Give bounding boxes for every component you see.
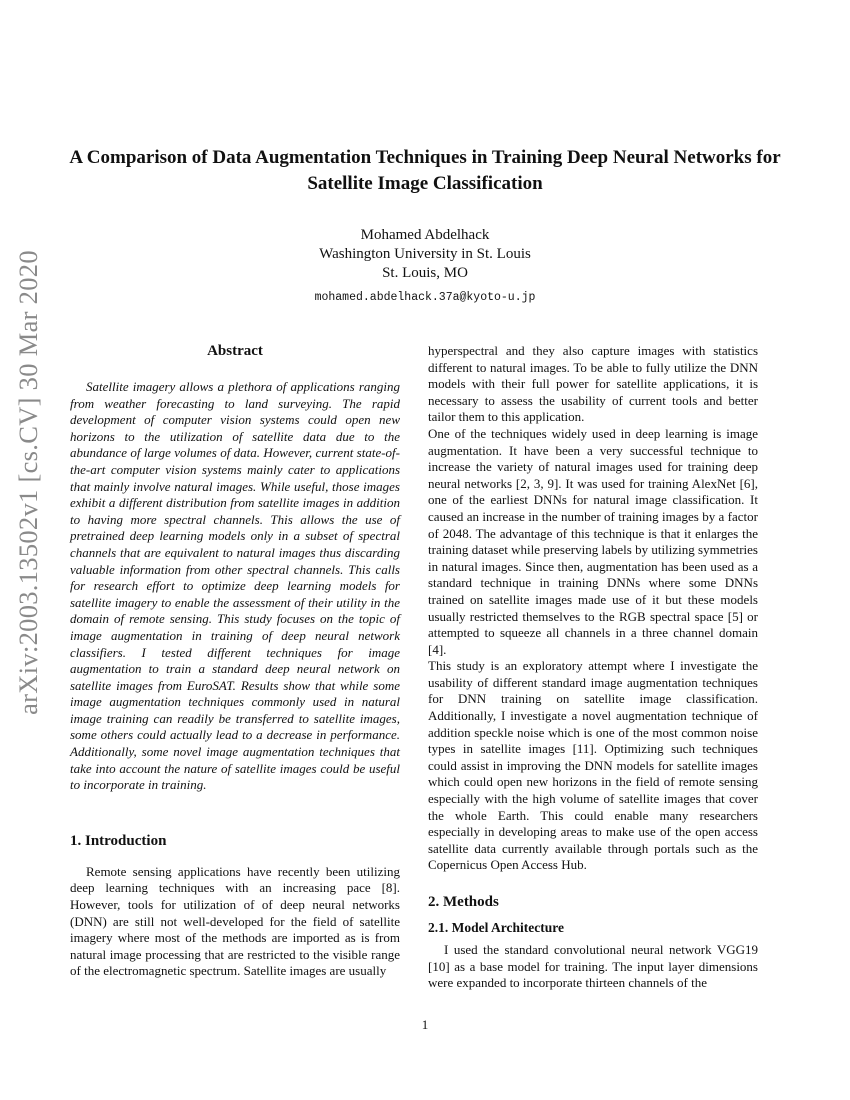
model-architecture-heading: 2.1. Model Architecture xyxy=(428,920,564,935)
introduction-heading: 1. Introduction xyxy=(70,832,167,849)
introduction-paragraph-1-continued: hyperspectral and they also capture images with statistics different to natural images. To be able to fully utilize the DNN models with their full power for satellite applications, it is necessary to assess the usability of current tools and better tailor them to this application. xyxy=(428,343,758,425)
paper-title: A Comparison of Data Augmentation Techniques in Training Deep Neural Networks for Satellite Image Classification xyxy=(69,147,781,194)
methods-heading: 2. Methods xyxy=(428,894,499,910)
arxiv-identifier-text: arXiv:2003.13502v1 [cs.CV] 30 Mar 2020 xyxy=(12,249,43,715)
author-affiliation: Washington University in St. Louis xyxy=(319,246,531,262)
introduction-paragraph-1: Remote sensing applications have recently been utilizing deep learning techniques with an increasing pace [8]. However, tools for utilization of of deep neural networks (DNN) are still not well-developed for the field of satellite imagery where most of the methods are imported as is from natural image processing that are restricted to the visible range of the electromagnetic spectrum. Satellite images are usually xyxy=(70,863,400,979)
author-name: Mohamed Abdelhack xyxy=(360,227,490,243)
author-location: St. Louis, MO xyxy=(382,265,468,281)
page-number: 1 xyxy=(421,1017,429,1032)
model-architecture-paragraph: I used the standard convolutional neural network VGG19 [10] as a base model for training. The input layer dimensions were expanded to incorporate thirteen channels of the xyxy=(428,942,758,991)
abstract-heading: Abstract xyxy=(207,343,263,359)
author-block xyxy=(100,226,750,307)
author-email: mohamed.abdelhack.37a@kyoto-u.jp xyxy=(314,291,536,304)
left-column xyxy=(70,342,400,980)
abstract-text: Satellite imagery allows a plethora of applications ranging from weather forecasting to land surveying. The rapid development of computer vision systems could open new horizons to the utilization of satellite data due to the abundance of large volumes of data. However, current state-of-the-art computer vision systems mainly cater to applications that mainly involve natural images. While useful, those images exhibit a different distribution from satellite images in addition to having more spectral channels. This allows the use of pretrained deep learning models only in a subset of spectral channels that are equivalent to natural images thus discarding valuable information from other spectral channels. This calls for research effort to optimize deep learning models for satellite imagery to enable the assessment of their utility in the domain of remote sensing. This study focuses on the topic of image augmentation in training of deep neural network classifiers. I tested different techniques for image augmentation to train a standard deep neural network on satellite images from EuroSAT. Results show that while some image augmentation techniques commonly used in natural image training can readily be transferred to satellite images, some others could actually lead to a decrease in performance. Additionally, some novel image augmentation techniques that take into account the nature of satellite images could be useful to incorporate in training. xyxy=(70,379,400,793)
introduction-paragraph-2: One of the techniques widely used in deep learning is image augmentation. It have been a very successful technique to increase the variety of natural images used for training deep neural networks [2, 3, 9]. It was used for training AlexNet [6], one of the earliest DNNs for natural image classification. It caused an increase in the number of training images by a factor of 2048. The advantage of this technique is that it enlarges the training dataset while preserving labels by utilizing symmetries in natural images. Since then, augmentation has been used as a standard technique in training DNNs where some DNNs trained on satellite images made use of it but these models usually restricted themselves to the RGB spectral space [5] or attempted to squeeze all channels in a three channel domain [4]. xyxy=(428,425,758,657)
introduction-paragraph-3: This study is an exploratory attempt where I investigate the usability of different standard image augmentation techniques for DNN training on satellite image classification. Additionally, I investigate a novel augmentation technique of addition speckle noise which is one of the most common noise types in satellite images [11]. Optimizing such techniques could assist in improving the DNN models for satellite images which could open new horizons in the field of remote sensing especially with the high volume of satellite images that cover the whole Earth. This could enable many researchers especially in developing areas to make use of the open access satellite data currently available through portals such as the Copernicus Open Access Hub. xyxy=(428,658,758,873)
arxiv-identifier-stamp xyxy=(6,249,50,715)
right-column xyxy=(428,343,758,992)
